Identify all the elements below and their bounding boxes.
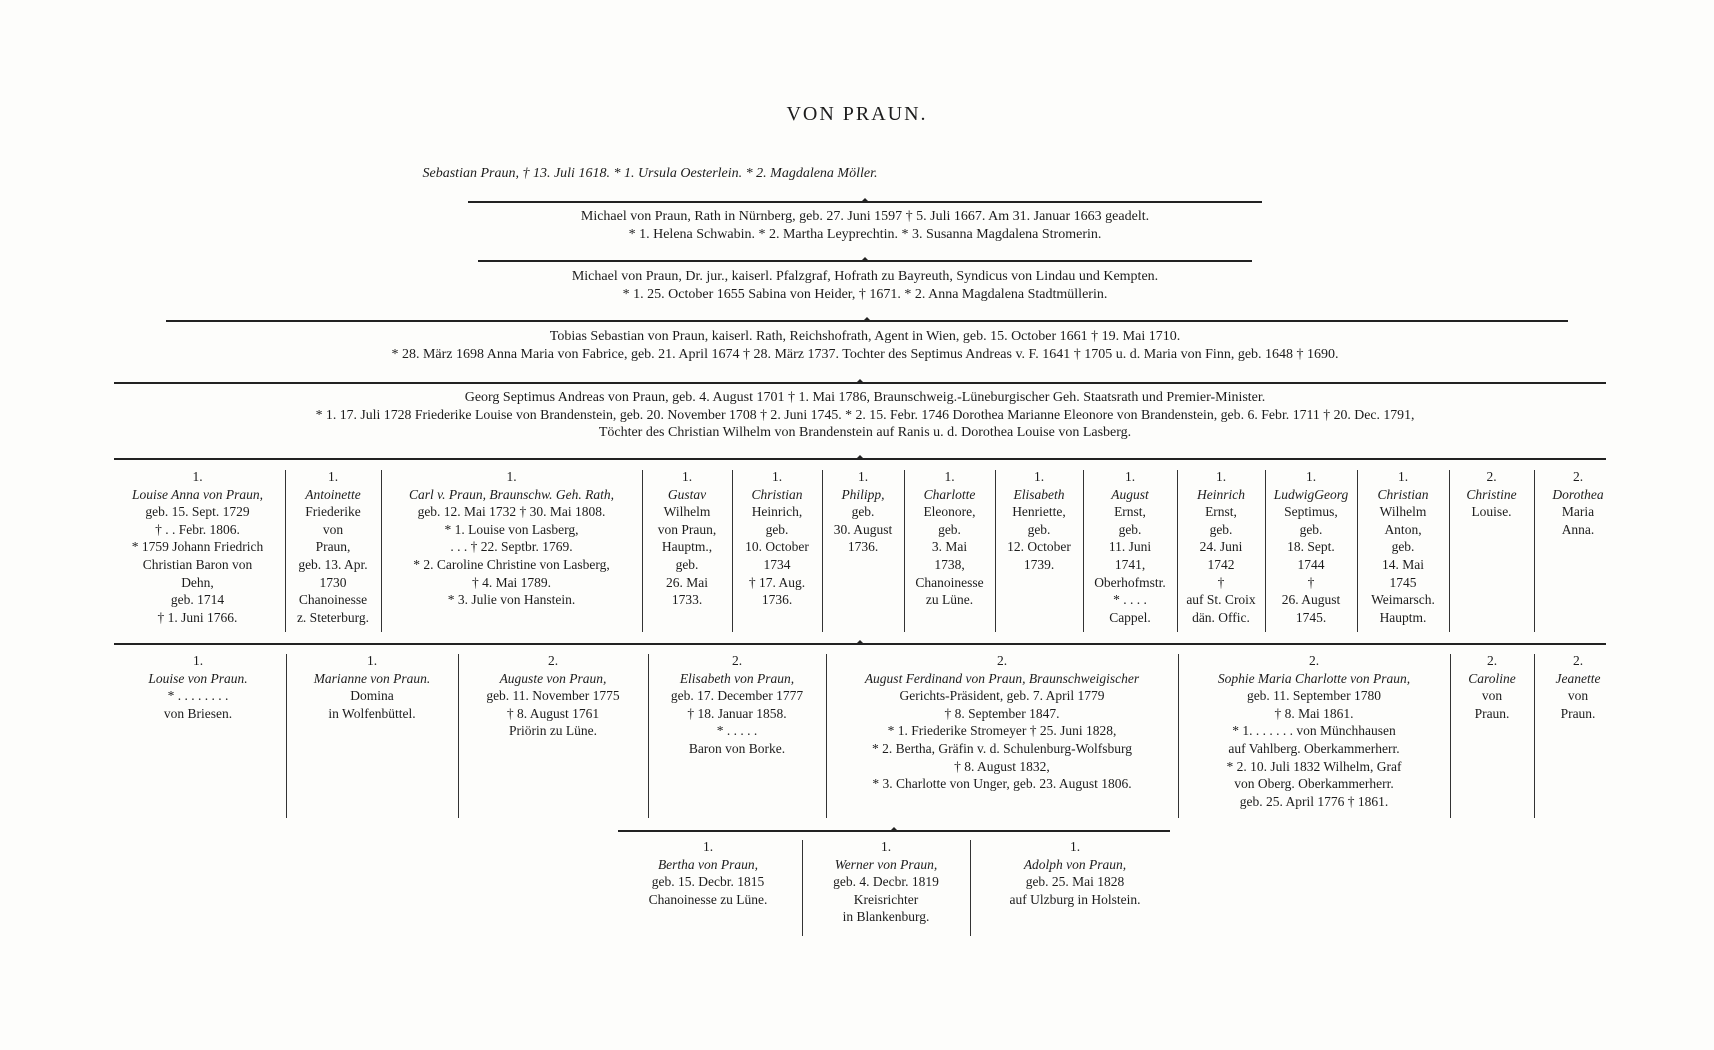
column-divider [1534, 470, 1535, 632]
column-divider [381, 470, 382, 632]
gen8-person-2 [802, 838, 970, 926]
person-name: Heinrich [1197, 486, 1245, 502]
column-divider [995, 470, 996, 632]
person-name: Charlotte [923, 486, 976, 502]
gen6-person-5 [732, 468, 822, 609]
person-entry: Christian Heinrich, geb. 10. October 1734 † 17. Aug. 1736. [745, 486, 809, 608]
gen4-line1: Tobias Sebastian von Praun, kaiserl. Rath, Reichshofrath, Agent in Wien, geb. 15. October 1661 † 19. Mai 1710. [549, 329, 1181, 344]
person-entry: August Ernst, geb. 11. Juni 1741, Oberhofmstr. * . . . . Cappel. [1094, 486, 1166, 625]
gen2-line1: Michael von Praun, Rath in Nürnberg, geb. 27. Juni 1597 † 5. Juli 1667. Am 31. Januar 1663 geadelt. [580, 209, 1150, 224]
person-name: Philipp, [841, 486, 885, 502]
column-divider [1265, 470, 1266, 632]
generation-number: 1. [880, 839, 892, 854]
gen5-line2: * 1. 17. Juli 1728 Friederike Louise von Brandenstein, geb. 20. November 1708 † 2. Juni 1745. * 2. 15. Febr. 1746 Dorothea Marianne Eleonore von Brandenstein, geb. 6. Febr. 1711 † 20. Dec. 1791, [315, 407, 1415, 422]
generation-number: 2. [1486, 653, 1498, 668]
person-name: Jeanette [1555, 670, 1601, 686]
person-entry: Bertha von Praun, geb. 15. Decbr. 1815 Chanoinesse zu Lüne. [648, 856, 768, 907]
generation-number: 2. [996, 653, 1008, 668]
person-entry: Christian Wilhelm Anton, geb. 14. Mai 1745 Weimarsch. Hauptm. [1371, 486, 1435, 625]
gen7-person-1 [110, 652, 286, 722]
person-name: Auguste von Praun, [499, 670, 607, 686]
page-title: VON PRAUN. [786, 103, 928, 125]
column-divider [1178, 654, 1179, 818]
generation-number: 1. [506, 469, 517, 484]
column-divider [802, 840, 803, 936]
person-entry: Charlotte Eleonore, geb. 3. Mai 1738, Chanoinesse zu Lüne. [915, 486, 984, 608]
gen3-line2: * 1. 25. October 1655 Sabina von Heider, † 1671. * 2. Anna Magdalena Stadtmüllerin. [622, 287, 1108, 302]
generation-number: 1. [944, 469, 955, 484]
person-entry: Marianne von Praun. Domina in Wolfenbüttel. [313, 670, 431, 721]
person-entry: Louise Anna von Praun, geb. 15. Sept. 1729 † . . Febr. 1806. * 1759 Johann Friedrich Christian Baron von Dehn, geb. 1714 † 1. Juni 1766. [131, 486, 264, 625]
person-entry: Elisabeth von Praun, geb. 17. December 1777 † 18. Januar 1858. * . . . . . Baron von Borke. [670, 670, 804, 756]
generation-number: 2. [547, 653, 559, 668]
generation-number: 1. [1069, 839, 1081, 854]
person-entry: Philipp, geb. 30. August 1736. [833, 486, 893, 555]
generation-number: 2. [731, 653, 743, 668]
person-name: LudwigGeorg [1273, 486, 1349, 502]
gen7-person-7 [1450, 652, 1534, 722]
person-entry: Auguste von Praun, geb. 11. November 1775 † 8. August 1761 Priörin zu Lüne. [486, 670, 620, 739]
person-name: Marianne von Praun. [313, 670, 431, 686]
column-divider [1177, 470, 1178, 632]
person-entry: Sophie Maria Charlotte von Praun, geb. 11. September 1780 † 8. Mai 1861. * 1. . . . . . . von Münchhausen auf Vahlberg. Oberkammerherr. * 2. 10. Juli 1832 Wilhelm, Graf von Oberg. Oberkammerherr. geb. 25. April 1776 † 1861. [1217, 670, 1411, 809]
person-name: Christian [1377, 486, 1429, 502]
person-name: Carl v. Praun, Braunschw. Geh. Rath, [409, 486, 614, 502]
person-name: Adolph von Praun, [1023, 856, 1127, 872]
gen6-person-2 [285, 468, 381, 626]
person-entry: Christine Louise. [1466, 486, 1517, 520]
column-divider [286, 654, 287, 818]
person-entry: Jeanette von Praun. [1555, 670, 1601, 721]
generation-number: 1. [327, 469, 339, 484]
generation-number: 1. [1397, 469, 1409, 484]
gen7-person-3 [458, 652, 648, 740]
column-divider [904, 470, 905, 632]
generation-number: 1. [1124, 469, 1136, 484]
brace [468, 201, 1262, 203]
generation-number: 1. [1215, 469, 1227, 484]
person-entry: LudwigGeorg Septimus, geb. 18. Sept. 1744 † 26. August 1745. [1273, 486, 1349, 625]
gen4-line2: * 28. März 1698 Anna Maria von Fabrice, geb. 21. April 1674 † 28. März 1737. Tochter des Septimus Andreas v. F. 1641 † 1705 u. d. Maria von Finn, geb. 1648 † 1690. [391, 347, 1339, 362]
person-entry: Caroline von Praun. [1468, 670, 1516, 721]
person-name: Elisabeth [1013, 486, 1065, 502]
column-divider [732, 470, 733, 632]
person-name: Dorothea [1552, 486, 1604, 502]
person-name: Christine [1466, 486, 1517, 502]
person-name: August Ferdinand von Praun, Braunschweigischer [864, 670, 1140, 686]
person-name: Louise von Praun. [148, 670, 248, 686]
person-entry: Adolph von Praun, geb. 25. Mai 1828 auf Ulzburg in Holstein. [1009, 856, 1141, 907]
generation-number: 2. [1486, 469, 1497, 484]
generation-number: 1. [192, 469, 203, 484]
column-divider [1534, 654, 1535, 818]
person-entry: Carl v. Praun, Braunschw. Geh. Rath, geb. 12. Mai 1732 † 30. Mai 1808. * 1. Louise von Lasberg, . . . † 22. Septbr. 1769. * 2. Caroline Christine von Lasberg, † 4. Mai 1789. * 3. Julie von Hanstein. [409, 486, 614, 608]
gen7-person-8 [1534, 652, 1622, 722]
person-name: August [1111, 486, 1149, 502]
generation-number: 1. [681, 469, 693, 484]
person-name: Bertha von Praun, [657, 856, 759, 872]
gen2-line2: * 1. Helena Schwabin. * 2. Martha Leyprechtin. * 3. Susanna Magdalena Stromerin. [628, 227, 1102, 242]
gen6-person-14 [1534, 468, 1622, 538]
generation-number: 1. [1033, 469, 1045, 484]
generation-number: 2. [1572, 469, 1584, 484]
column-divider [822, 470, 823, 632]
gen8-person-1 [614, 838, 802, 908]
generation-number: 1. [192, 653, 204, 668]
gen6-person-3 [381, 468, 642, 609]
gen5-line3: Töchter des Christian Wilhelm von Brandenstein auf Ranis u. d. Dorothea Louise von Lasberg. [598, 425, 1132, 440]
person-name: Werner von Praun, [834, 856, 938, 872]
gen6-person-6 [822, 468, 904, 556]
gen7-person-5 [826, 652, 1178, 793]
gen7-person-4 [648, 652, 826, 758]
gen6-person-8 [995, 468, 1083, 574]
brace [114, 382, 1606, 384]
person-entry: Heinrich Ernst, geb. 24. Juni 1742 † auf St. Croix dän. Offic. [1186, 486, 1256, 625]
gen6-person-10 [1177, 468, 1265, 626]
generation-number: 2. [1572, 653, 1584, 668]
person-entry: Werner von Praun, geb. 4. Decbr. 1819 Kreisrichter in Blankenburg. [833, 856, 939, 925]
person-entry: August Ferdinand von Praun, Braunschweigischer Gerichts-Präsident, geb. 7. April 1779 † 8. September 1847. * 1. Friederike Stromeyer † 25. Juni 1828, * 2. Bertha, Gräfin v. d. Schulenburg-Wolfsburg † 8. August 1832, * 3. Charlotte von Unger, geb. 23. August 1806. [864, 670, 1140, 792]
generation-number: 1. [366, 653, 378, 668]
generation-number: 1. [771, 469, 783, 484]
brace [478, 260, 1252, 262]
person-name: Antoinette [305, 486, 361, 502]
column-divider [458, 654, 459, 818]
column-divider [826, 654, 827, 818]
generation-number: 1. [702, 839, 714, 854]
person-entry: Louise von Praun. * . . . . . . . . von Briesen. [148, 670, 248, 721]
person-name: Caroline [1468, 670, 1516, 686]
column-divider [1357, 470, 1358, 632]
person-name: Elisabeth von Praun, [679, 670, 795, 686]
gen1-line: Sebastian Praun, † 13. Juli 1618. * 1. Ursula Oesterlein. * 2. Magdalena Möller. [422, 166, 878, 181]
person-entry: Elisabeth Henriette, geb. 12. October 1739. [1007, 486, 1071, 572]
gen6-person-11 [1265, 468, 1357, 626]
column-divider [285, 470, 286, 632]
person-entry: Dorothea Maria Anna. [1552, 486, 1604, 537]
gen6-person-4 [642, 468, 732, 609]
column-divider [1450, 654, 1451, 818]
person-name: Sophie Maria Charlotte von Praun, [1217, 670, 1411, 686]
gen7-person-2 [286, 652, 458, 722]
gen7-person-6 [1178, 652, 1450, 810]
gen6-person-13 [1449, 468, 1534, 521]
person-name: Gustav [667, 486, 707, 502]
person-name: Louise Anna von Praun, [132, 486, 263, 502]
gen6-person-7 [904, 468, 995, 609]
generation-number: 1. [857, 469, 869, 484]
column-divider [642, 470, 643, 632]
gen8-person-3 [970, 838, 1180, 908]
column-divider [970, 840, 971, 936]
gen6-person-12 [1357, 468, 1449, 626]
brace [114, 643, 1606, 645]
brace [166, 320, 1568, 322]
brace [114, 458, 1606, 460]
person-entry: Antoinette Friederike von Praun, geb. 13. Apr. 1730 Chanoinesse z. Steterburg. [296, 486, 370, 625]
gen6-person-1 [110, 468, 285, 626]
column-divider [1083, 470, 1084, 632]
person-entry: Gustav Wilhelm von Praun, Hauptm., geb. 26. Mai 1733. [657, 486, 717, 608]
column-divider [1449, 470, 1450, 632]
gen5-line1: Georg Septimus Andreas von Praun, geb. 4. August 1701 † 1. Mai 1786, Braunschweig.-Lüneburgischer Geh. Staatsrath und Premier-Minister. [464, 390, 1266, 405]
column-divider [648, 654, 649, 818]
person-name: Christian [751, 486, 803, 502]
gen3-line1: Michael von Praun, Dr. jur., kaiserl. Pfalzgraf, Hofrath zu Bayreuth, Syndicus von Lindau und Kempten. [571, 269, 1159, 284]
brace [618, 830, 1170, 832]
gen6-person-9 [1083, 468, 1177, 626]
generation-number: 2. [1308, 653, 1320, 668]
generation-number: 1. [1305, 469, 1317, 484]
